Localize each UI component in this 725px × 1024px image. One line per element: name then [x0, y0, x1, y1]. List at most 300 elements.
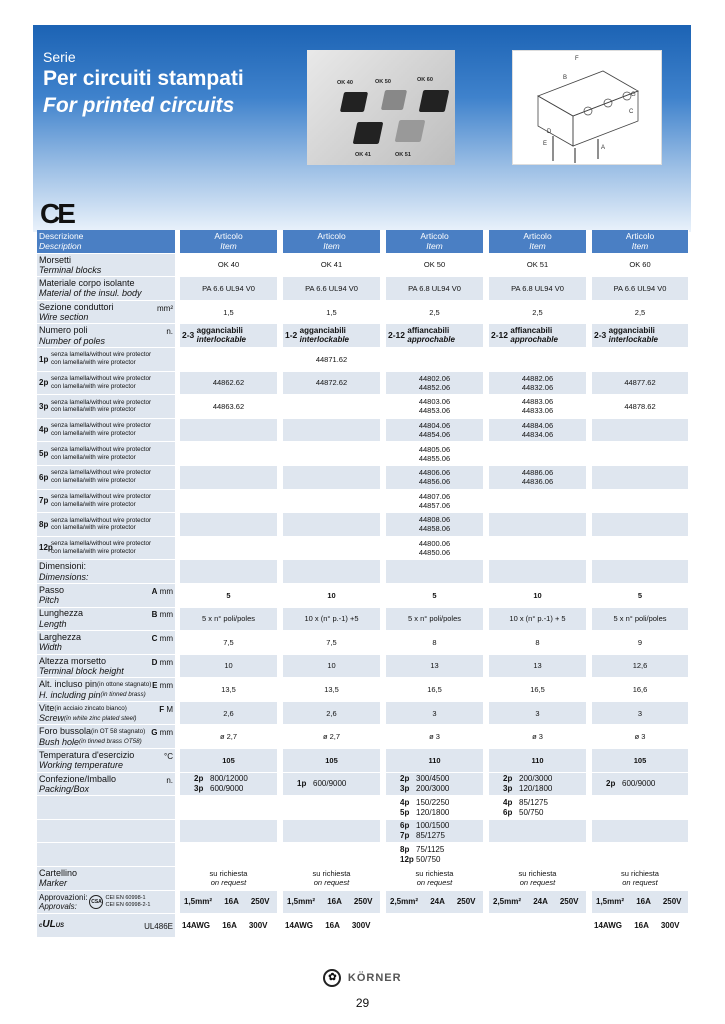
- label-it: Lunghezza: [39, 608, 84, 619]
- label-it: Cartellino: [39, 867, 78, 878]
- poles-type-en: approchable: [510, 334, 558, 344]
- marker-it: su richiesta: [415, 869, 454, 879]
- unit-label: n.: [166, 775, 173, 785]
- cell-code: [381, 395, 484, 419]
- code-line: 44854.06: [418, 430, 451, 440]
- table-row: [37, 490, 689, 514]
- code-line: 44883.06: [521, 397, 554, 407]
- cell-value: 10: [278, 655, 381, 679]
- cell-value: 7,5: [175, 631, 278, 655]
- dimension-letter: E: [152, 681, 158, 691]
- cell-code: [175, 442, 278, 466]
- cell-packing: [587, 820, 689, 844]
- cell-value: 13,5: [175, 678, 278, 702]
- cell-value: 2,5: [587, 301, 689, 325]
- label-en: Pitch: [39, 595, 60, 606]
- cei-standards: [105, 895, 150, 909]
- poles-range: 2-12: [491, 329, 511, 340]
- marker-en: on request: [519, 878, 556, 888]
- code-line: 44850.06: [418, 548, 451, 558]
- cell-code: [381, 348, 484, 372]
- cell-value: ø 3: [381, 725, 484, 749]
- label-en: Screw(in white zinc plated steel): [39, 713, 137, 724]
- protector-with: con lamella/with wire protector: [51, 453, 136, 461]
- packing-line: [297, 779, 378, 789]
- cell-value: 1,5: [278, 301, 381, 325]
- label-note: (in tinned brass): [100, 691, 146, 699]
- header-label-en: Description: [39, 241, 82, 252]
- code-line: 44886.06: [521, 468, 554, 478]
- cell-code: [587, 419, 689, 443]
- cell-code: [381, 513, 484, 537]
- cell-poles: [484, 324, 587, 348]
- table-row: [37, 891, 689, 915]
- cell-approval: 2,5mm² 24A 250V: [381, 891, 484, 915]
- cell-value: PA 6.6 UL94 V0: [587, 277, 689, 301]
- protector-note: [51, 446, 151, 462]
- cell-value: 2,5: [484, 301, 587, 325]
- table-row: [37, 537, 689, 561]
- code-line: 44853.06: [418, 406, 451, 416]
- table-row: [37, 230, 689, 254]
- cell-value: 9: [587, 631, 689, 655]
- cell-code: [175, 466, 278, 490]
- code-line: 44852.06: [418, 382, 451, 392]
- row-label-poles: [37, 348, 175, 372]
- packing-qty: 85/1275: [416, 831, 445, 841]
- cell-packing: [484, 843, 587, 867]
- marker-it: su richiesta: [209, 869, 248, 879]
- cell-value: 8: [381, 631, 484, 655]
- protector-without: senza lamella/without wire protector: [51, 492, 152, 500]
- label-en: Bush hole(in tinned brass OT58): [39, 736, 142, 747]
- row-label-dimension: [37, 631, 175, 655]
- dimension-drawing: [512, 50, 662, 165]
- poles-range: 2-3: [182, 329, 197, 340]
- cell-approval: 1,5mm² 16A 250V: [587, 891, 689, 915]
- label-en: Length: [39, 618, 67, 629]
- packing-qty: 50/750: [519, 807, 544, 817]
- cell-value: 16,5: [484, 678, 587, 702]
- cell-value: 12,6: [587, 655, 689, 679]
- code-line: 44806.06: [418, 468, 451, 478]
- marker-it: su richiesta: [518, 869, 557, 879]
- cell-marker: [175, 867, 278, 891]
- photo-label: OK 51: [395, 152, 411, 158]
- cell-code: [175, 419, 278, 443]
- cell-code: [587, 513, 689, 537]
- cell-code: [278, 466, 381, 490]
- code-line: 44805.06: [418, 444, 451, 454]
- cell-value: 10 x (n° p.-1) + 5: [484, 608, 587, 632]
- unit-label: E mm: [152, 681, 173, 691]
- header-item: [175, 230, 278, 254]
- photo-label: OK 40: [337, 80, 353, 86]
- table-row: [37, 914, 689, 938]
- cell-packing: [381, 773, 484, 797]
- dimension-drawing-svg: [513, 51, 663, 166]
- protector-with: con lamella/with wire protector: [51, 500, 136, 508]
- cell-code: [278, 419, 381, 443]
- cell-value: PA 6.6 UL94 V0: [175, 277, 278, 301]
- row-label-poles: [37, 513, 175, 537]
- row-label-poles: [37, 537, 175, 561]
- cell-packing: [381, 820, 484, 844]
- cell-value: 2,6: [278, 702, 381, 726]
- packing-line: [400, 798, 481, 808]
- cell-poles: [175, 324, 278, 348]
- label-it: Larghezza: [39, 632, 82, 643]
- protector-note: [51, 493, 151, 509]
- table-row: [37, 584, 689, 608]
- label-it: Altezza morsetto: [39, 655, 107, 666]
- cell-value: 110: [484, 749, 587, 773]
- cell-value: 5: [587, 584, 689, 608]
- packing-line: [606, 779, 686, 789]
- packing-line: [503, 808, 584, 818]
- unit-label: n.: [166, 327, 173, 337]
- code-line: 44802.06: [418, 373, 451, 383]
- pole-count: 3p: [39, 401, 49, 411]
- cell-marker: [484, 867, 587, 891]
- cell-value: 10: [278, 584, 381, 608]
- packing-qty: 800/12000: [210, 773, 248, 783]
- packing-poles: 2p: [606, 778, 616, 788]
- label-note: (in OT 58 stagnato): [91, 728, 146, 736]
- cell-value: 13: [381, 655, 484, 679]
- cell-value: 105: [175, 749, 278, 773]
- packing-qty: 120/1800: [519, 783, 553, 793]
- table-row: [37, 372, 689, 396]
- code-line: 44803.06: [418, 397, 451, 407]
- label-it: Approvazioni:: [39, 892, 88, 902]
- row-label-poles: [37, 395, 175, 419]
- pole-count: 1p: [39, 354, 49, 364]
- cell-ul: [484, 914, 587, 938]
- poles-type-it: agganciabili: [196, 325, 243, 335]
- cell-packing: [484, 820, 587, 844]
- cell-packing: [278, 773, 381, 797]
- unit-label: °C: [164, 752, 173, 762]
- dimension-letter: C: [151, 634, 158, 644]
- packing-line: [400, 774, 481, 784]
- code-line: 44833.06: [521, 406, 554, 416]
- label-en: Material of the insul. body: [39, 288, 142, 299]
- row-label-dimension: [37, 725, 175, 749]
- series-label: Serie: [43, 49, 76, 65]
- cell-code: [278, 395, 381, 419]
- cell-value: OK 51: [484, 254, 587, 278]
- cell-ul: [381, 914, 484, 938]
- cell-value: 110: [381, 749, 484, 773]
- protector-without: senza lamella/without wire protector: [51, 540, 152, 548]
- cell-code: [278, 348, 381, 372]
- cell-code: [381, 537, 484, 561]
- row-label-poles: [37, 442, 175, 466]
- packing-line: [400, 808, 481, 818]
- cell-packing: [587, 773, 689, 797]
- ce-mark: CE: [40, 198, 73, 229]
- table-row: [37, 725, 689, 749]
- protector-note: [51, 351, 151, 367]
- cell-ul: 14AWG 16A 300V: [587, 914, 689, 938]
- table-row: [37, 348, 689, 372]
- row-label-dimension: [37, 584, 175, 608]
- packing-qty: 150/2250: [416, 797, 450, 807]
- poles-type-en: interlockable: [299, 334, 350, 344]
- table-row: [37, 631, 689, 655]
- cell-approval: 1,5mm² 16A 250V: [278, 891, 381, 915]
- cell-code: [278, 490, 381, 514]
- ul-logo: UL: [42, 919, 56, 931]
- row-label-dimension: [37, 702, 175, 726]
- cell-code: [381, 466, 484, 490]
- cell-code: [484, 395, 587, 419]
- code-line: 44871.62: [315, 354, 348, 364]
- header-label-en: Item: [529, 241, 546, 252]
- cell-approval: 1,5mm² 16A 250V: [175, 891, 278, 915]
- protector-with: con lamella/with wire protector: [51, 477, 136, 485]
- label-en: Wire section: [39, 312, 89, 323]
- drawing-label: F: [575, 56, 579, 62]
- packing-qty: 600/9000: [622, 778, 656, 788]
- unit-label: D mm: [151, 657, 173, 667]
- header-label-it: Articolo: [420, 231, 449, 242]
- packing-poles: 2p: [400, 773, 410, 783]
- code-line: 44862.62: [212, 378, 245, 388]
- table-row: [37, 324, 689, 348]
- label-en: Terminal blocks: [39, 264, 102, 275]
- cell-value: 10 x (n° p.-1) +5: [278, 608, 381, 632]
- marker-en: on request: [210, 878, 247, 888]
- protector-without: senza lamella/without wire protector: [51, 469, 152, 477]
- header-label-it: Articolo: [523, 231, 552, 242]
- protector-with: con lamella/with wire protector: [51, 524, 136, 532]
- spec-table: [37, 230, 689, 938]
- poles-type: [197, 327, 246, 345]
- pole-count: 4p: [39, 425, 49, 435]
- cell-value: OK 41: [278, 254, 381, 278]
- cell-packing: [484, 773, 587, 797]
- protector-note: [51, 540, 151, 556]
- footer-logo: [0, 969, 725, 987]
- table-row: [37, 678, 689, 702]
- cell-value: 5: [175, 584, 278, 608]
- cell-poles: [587, 324, 689, 348]
- cell-code: [587, 466, 689, 490]
- ul-mark-icon: [39, 919, 64, 931]
- row-label-poles: [37, 372, 175, 396]
- code-line: 44855.06: [418, 453, 451, 463]
- terminal-block-image: [419, 90, 450, 112]
- protector-with: con lamella/with wire protector: [51, 406, 136, 414]
- terminal-block-image: [381, 90, 407, 110]
- cell-packing: [381, 796, 484, 820]
- protector-note: [51, 469, 151, 485]
- cell-empty: [381, 560, 484, 584]
- cell-code: [175, 395, 278, 419]
- label-it: Numero poli: [39, 325, 88, 336]
- cell-marker: [587, 867, 689, 891]
- cell-approval: 2,5mm² 24A 250V: [484, 891, 587, 915]
- packing-poles: 6p: [503, 807, 513, 817]
- korner-logo-icon: ✿: [323, 969, 341, 987]
- marker-it: su richiesta: [312, 869, 351, 879]
- table-row: [37, 395, 689, 419]
- packing-line: [194, 774, 275, 784]
- terminal-block-image: [340, 92, 368, 112]
- photo-label: OK 60: [417, 77, 433, 83]
- cell-value: ø 3: [484, 725, 587, 749]
- packing-line: [503, 774, 584, 784]
- cell-ul: 14AWG 16A 300V: [175, 914, 278, 938]
- unit-label: G mm: [151, 728, 173, 738]
- table-row: [37, 301, 689, 325]
- packing-poles: 8p: [400, 844, 410, 854]
- protector-without: senza lamella/without wire protector: [51, 516, 152, 524]
- cell-value: 10: [175, 655, 278, 679]
- cell-code: [278, 513, 381, 537]
- code-line: 44872.62: [315, 378, 348, 388]
- cell-code: [484, 466, 587, 490]
- cell-packing: [278, 820, 381, 844]
- code-line: 44882.06: [521, 373, 554, 383]
- cell-marker: [278, 867, 381, 891]
- packing-line: [400, 845, 481, 855]
- poles-type-en: interlockable: [608, 334, 659, 344]
- protector-without: senza lamella/without wire protector: [51, 398, 152, 406]
- label-en: Number of poles: [39, 335, 106, 346]
- cell-packing: [587, 843, 689, 867]
- code-line: 44804.06: [418, 421, 451, 431]
- ul-code: UL486E: [144, 922, 173, 932]
- poles-type-it: agganciabili: [299, 325, 346, 335]
- code-line: 44807.06: [418, 491, 451, 501]
- cell-code: [484, 490, 587, 514]
- cell-value: 10: [484, 584, 587, 608]
- label-en: Working temperature: [39, 760, 124, 771]
- code-line: 44834.06: [521, 430, 554, 440]
- row-label-sezione: [37, 301, 175, 325]
- packing-poles: 12p: [400, 854, 414, 864]
- row-label-dimension: [37, 655, 175, 679]
- product-photo: [307, 50, 455, 165]
- protector-with: con lamella/with wire protector: [51, 548, 136, 556]
- row-label-poles: [37, 466, 175, 490]
- packing-qty: 200/3000: [416, 783, 450, 793]
- cell-code: [587, 348, 689, 372]
- poles-type: [407, 327, 455, 345]
- table-row: [37, 466, 689, 490]
- dimension-letter: A: [151, 586, 158, 596]
- dimension-letter: F: [159, 704, 165, 714]
- code-line: 44857.06: [418, 500, 451, 510]
- code-line: 44877.62: [624, 378, 656, 388]
- packing-poles: 7p: [400, 831, 410, 841]
- cell-code: [175, 490, 278, 514]
- cell-packing: [278, 796, 381, 820]
- page-number: 29: [355, 996, 370, 1010]
- row-label-approvals: [37, 891, 175, 915]
- poles-type-en: interlockable: [196, 334, 247, 344]
- code-line: 44858.06: [418, 524, 451, 534]
- cell-packing: [175, 843, 278, 867]
- cell-value: 5 x n° poli/poles: [175, 608, 278, 632]
- header-item: [381, 230, 484, 254]
- label-en: Approvals:: [39, 901, 77, 911]
- cell-code: [175, 372, 278, 396]
- header-label-it: Articolo: [214, 231, 243, 242]
- protector-with: con lamella/with wire protector: [51, 359, 136, 367]
- label-it: Confezione/Imballo: [39, 773, 117, 784]
- cell-value: 105: [587, 749, 689, 773]
- poles-range: 2-3: [594, 329, 609, 340]
- label-en: Dimensions:: [39, 571, 89, 582]
- label-it: Passo: [39, 584, 65, 595]
- header-item: [278, 230, 381, 254]
- packing-qty: 100/1500: [416, 821, 450, 831]
- drawing-label: E: [543, 141, 548, 147]
- dimension-letter: D: [151, 657, 158, 667]
- row-label-dimension: [37, 678, 175, 702]
- label-it: Materiale corpo isolante: [39, 278, 135, 289]
- cell-code: [484, 513, 587, 537]
- cell-code: [381, 442, 484, 466]
- poles-type-it: affiancabili: [407, 325, 450, 335]
- page-title: Per circuiti stampati: [43, 67, 244, 90]
- cell-code: [175, 348, 278, 372]
- label-note: (in acciaio zincato bianco): [54, 704, 127, 712]
- table-row: [37, 442, 689, 466]
- table-row: [37, 254, 689, 278]
- packing-line: [400, 821, 481, 831]
- packing-line: [400, 855, 481, 865]
- header-label-en: Item: [426, 241, 443, 252]
- marker-it: su richiesta: [621, 869, 659, 879]
- packing-line: [194, 784, 275, 794]
- table-row: [37, 796, 689, 820]
- packing-poles: 4p: [400, 797, 410, 807]
- packing-qty: 600/9000: [210, 783, 244, 793]
- page-subtitle: For printed circuits: [43, 94, 235, 117]
- cell-code: [587, 442, 689, 466]
- cell-code: [484, 348, 587, 372]
- unit-label: B mm: [151, 610, 173, 620]
- protector-without: senza lamella/without wire protector: [51, 445, 152, 453]
- packing-qty: 120/1800: [416, 807, 450, 817]
- cell-poles: [381, 324, 484, 348]
- code-line: 44808.06: [418, 515, 451, 525]
- cell-code: [587, 490, 689, 514]
- cell-code: [278, 537, 381, 561]
- dimension-letter: B: [151, 610, 158, 620]
- header-label-en: Item: [220, 241, 237, 252]
- header-label-it: Descrizione: [39, 231, 84, 242]
- header-item: [484, 230, 587, 254]
- cei-standard: CEI EN 60998-2-1: [105, 901, 151, 908]
- cell-value: OK 60: [587, 254, 689, 278]
- cell-marker: [381, 867, 484, 891]
- header-label-en: Item: [323, 241, 340, 252]
- cell-value: 5: [381, 584, 484, 608]
- cell-value: PA 6.8 UL94 V0: [484, 277, 587, 301]
- protector-note: [51, 375, 151, 391]
- table-row: [37, 773, 689, 797]
- label-it: Morsetti: [39, 254, 72, 265]
- poles-type-it: affiancabili: [510, 325, 553, 335]
- unit-label: mm²: [157, 303, 173, 313]
- label-en: Marker: [39, 878, 68, 889]
